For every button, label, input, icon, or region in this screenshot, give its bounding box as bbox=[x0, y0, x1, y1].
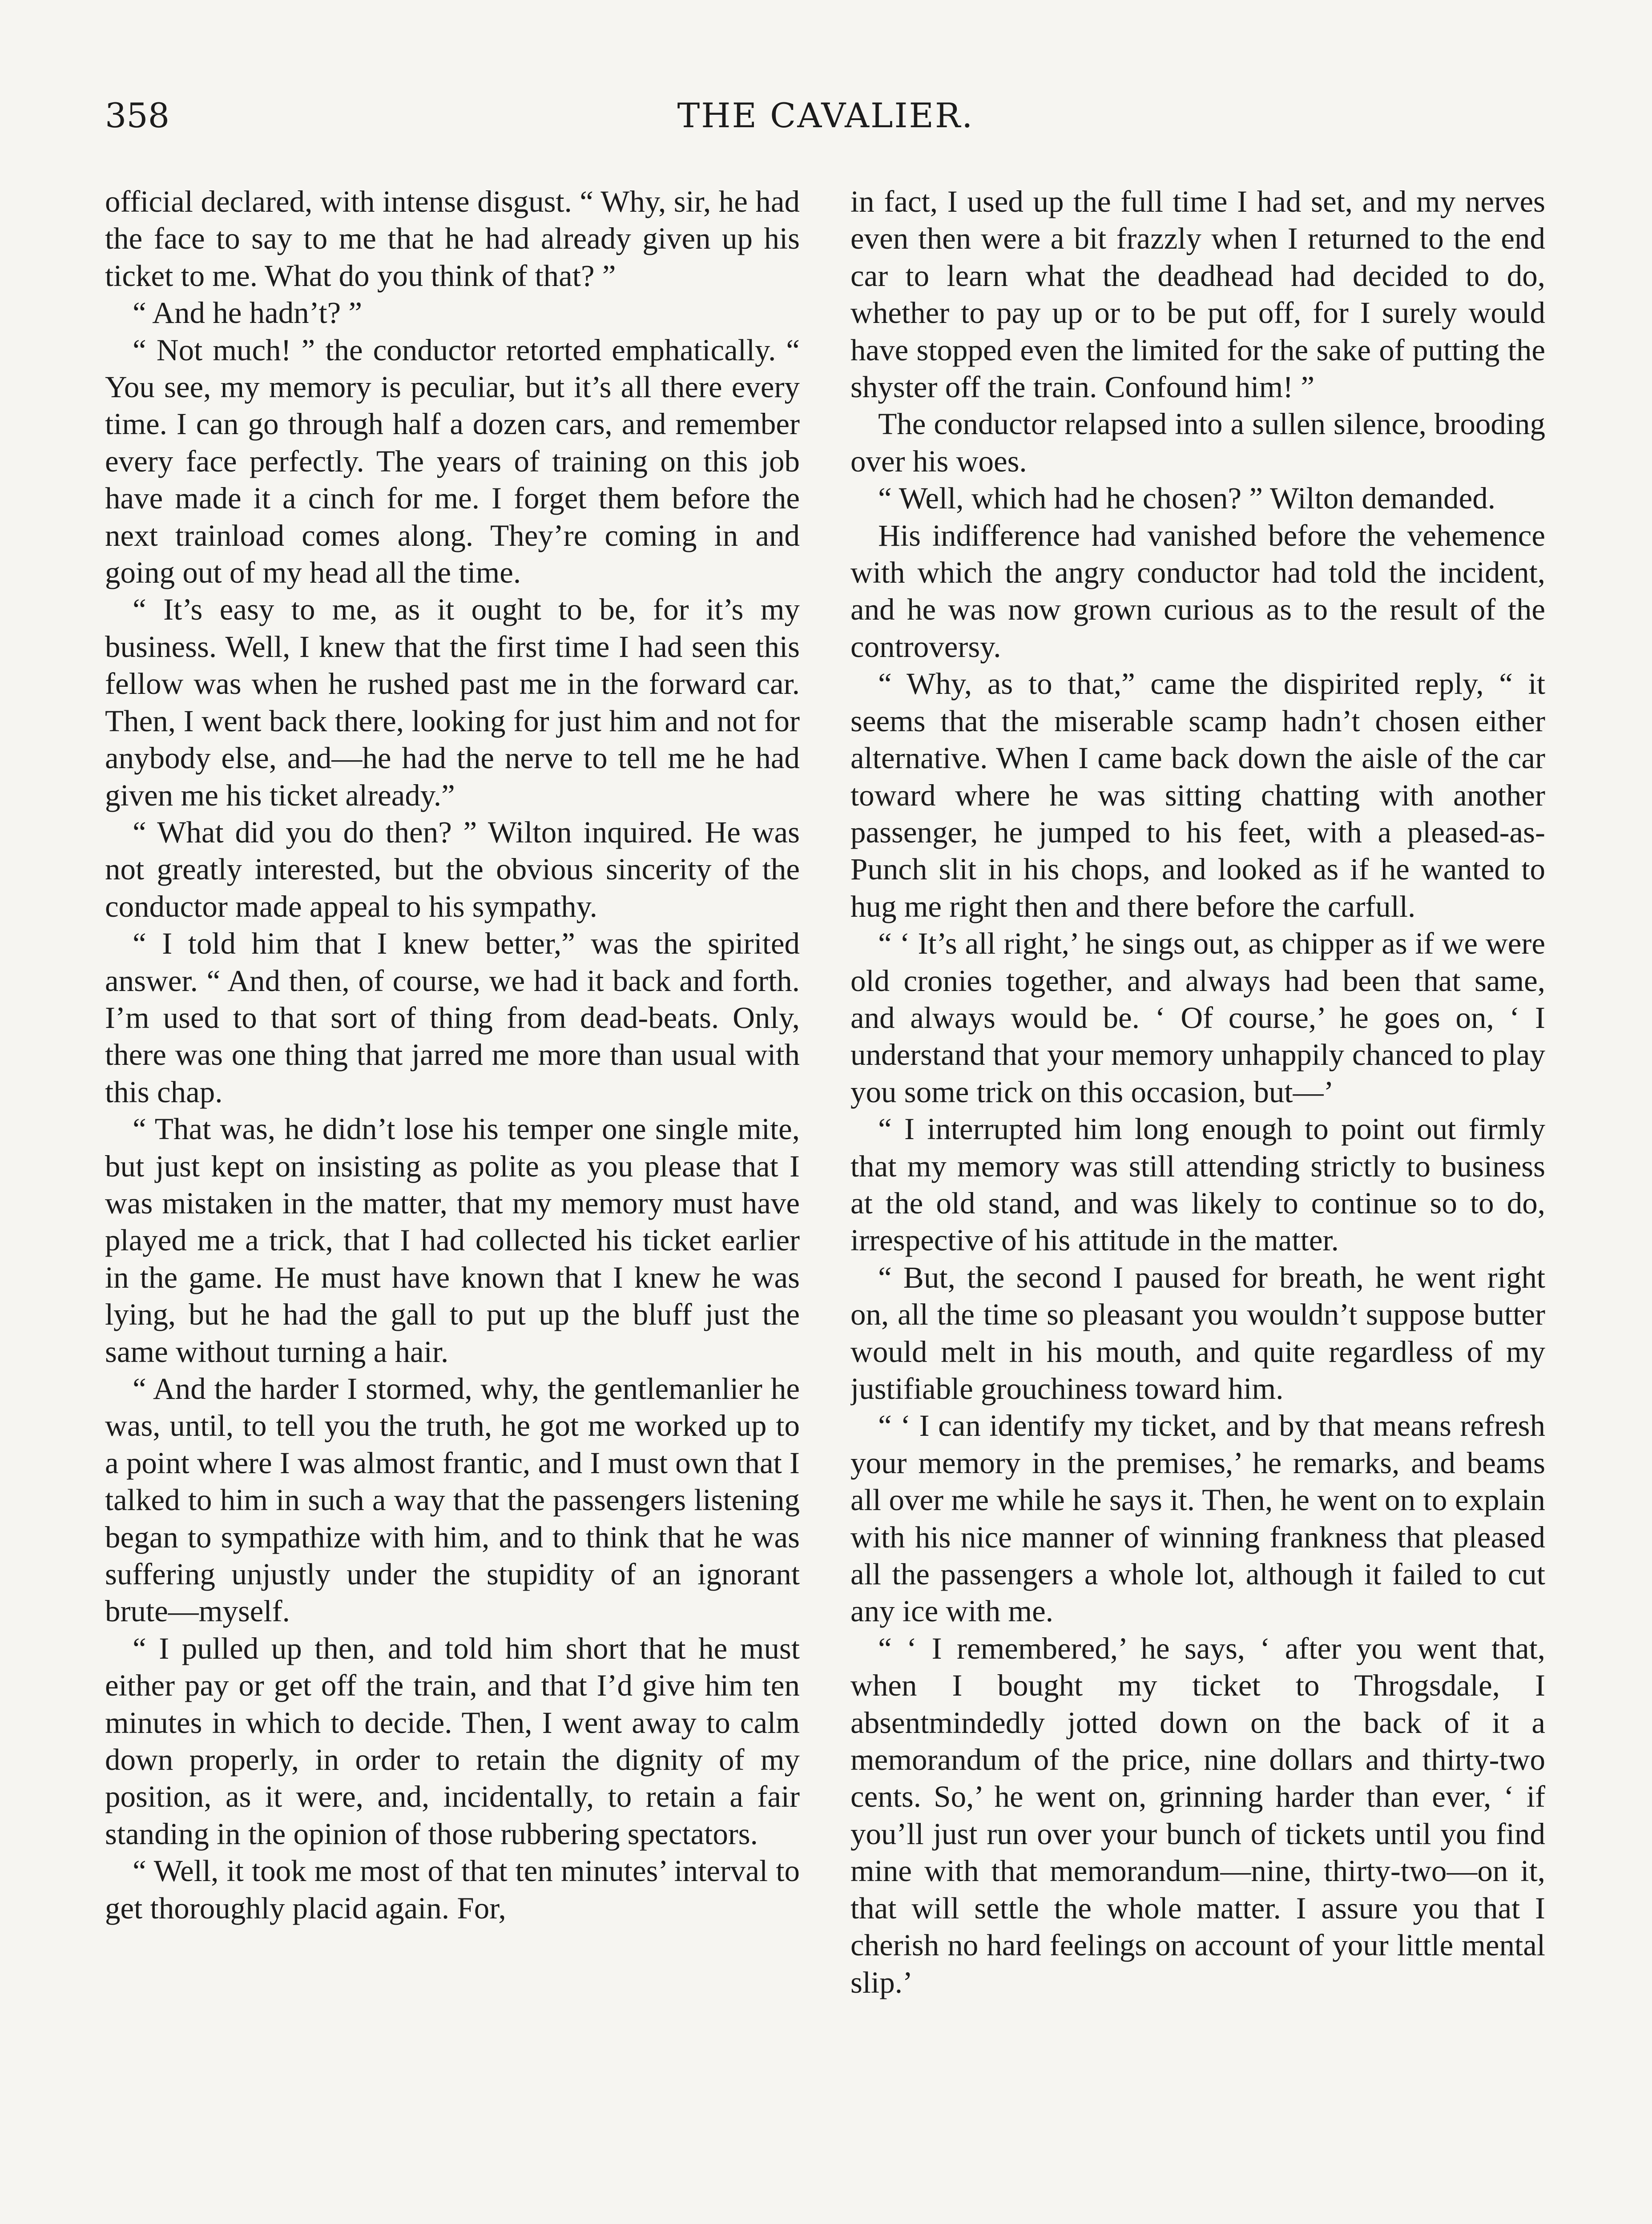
paragraph: “ I told him that I knew better,” was the spirited answer. “ And then, of course, we had it back and forth. I’m used to that sort of thing from dead-beats. Only, there was one thing that jarred me more than usual with this chap. bbox=[105, 927, 800, 1109]
paragraph: “ I pulled up then, and told him short that he must either pay or get off the train, and that I’d give him ten minutes in which to decide. Then, I went away to calm down properly, in order to retain the dignity of my position, as it were, and, incidentally, to retain a fair standing in the opinion of those rubbering spectators. bbox=[105, 1631, 800, 1851]
paragraph: “ But, the second I paused for breath, he went right on, all the time so pleasant you wouldn’t suppose butter would melt in his mouth, and quite regardless of my justifiable grouchiness toward him. bbox=[850, 1260, 1545, 1406]
paragraph: “ Why, as to that,” came the dispirited reply, “ it seems that the miserable scamp hadn’t chosen either alternative. When I came back down the aisle of the car toward where he was sitting chatting with another passenger, he jumped to his feet, with a pleased-as-Punch slit in his chops, and looked as if he wanted to hug me right then and there before the carfull. bbox=[850, 667, 1545, 923]
paragraph: in fact, I used up the full time I had set, and my nerves even then were a bit frazzly when I returned to the end car to learn what the deadhead had decided to do, whether to pay up or to be put off, for I surely would have stopped even the limited for the sake of putting the shyster off the train. Confound him! ” bbox=[850, 185, 1545, 404]
paragraph: “ Not much! ” the conductor retorted emphatically. “ You see, my memory is peculiar, but it’s all there every time. I can go through half a dozen cars, and remember every face perfectly. The years of training on this job have made it a cinch for me. I forget them before the next trainload comes along. They’re coming in and going out of my head all the time. bbox=[105, 333, 800, 590]
paragraph: “ Well, which had he chosen? ” Wilton demanded. bbox=[878, 481, 1495, 516]
paragraph: “ I interrupted him long enough to point out firmly that my memory was still attending strictly to business at the old stand, and was likely to continue so to do, irrespective of his attitude in the matter. bbox=[850, 1112, 1545, 1257]
paragraph: “ It’s easy to me, as it ought to be, for it’s my business. Well, I knew that the first time I had seen this fellow was when he rushed past me in the forward car. Then, I went back there, looking for just him and not for anybody else, and—he had the nerve to tell me he had given me his ticket already.” bbox=[105, 592, 800, 812]
paragraph: “ And he hadn’t? ” bbox=[133, 296, 363, 330]
paragraph: “ ‘ I can identify my ticket, and by that means refresh your memory in the premises,’ he remarks, and beams all over me while he says it. Then, he went on to explain with his nice manner of winning frankness that pleased all the passengers a whole lot, although it failed to cut any ice with me. bbox=[850, 1409, 1545, 1628]
paragraph: “ Well, it took me most of that ten minutes’ interval to get thoroughly placid again. For, bbox=[105, 1854, 800, 1925]
paragraph: “ ‘ I remembered,’ he says, ‘ after you went that, when I bought my ticket to Throgsdale, I absentmindedly jotted down on the back of it a memorandum of the price, nine dollars and thirty-two cents. So,’ he went on, grinning harder than ever, ‘ if you’ll just run over your bunch of tickets until you find mine with that memorandum—nine, thirty-two—on it, that will settle the whole matter. I assure you that I cherish no hard feelings on account of your little mental slip.’ bbox=[850, 1631, 1545, 1999]
paragraph: His indifference had vanished before the vehemence with which the angry conductor had told the incident, and he was now grown curious as to the result of the controversy. bbox=[850, 518, 1545, 664]
paragraph: The conductor relapsed into a sullen silence, brooding over his woes. bbox=[850, 407, 1545, 478]
paragraph: “ What did you do then? ” Wilton inquired. He was not greatly interested, but the obvious sincerity of the conductor made appeal to his sympathy. bbox=[105, 815, 800, 923]
paragraph: “ And the harder I stormed, why, the gentlemanlier he was, until, to tell you the truth, he got me worked up to a point where I was almost frantic, and I must own that I talked to him in such a way that the passengers listening began to sympathize with him, and to think that he was suffering unjustly under the stupidity of an ignorant brute—myself. bbox=[105, 1372, 800, 1628]
page-number: 358 bbox=[105, 96, 170, 135]
paragraph: “ ‘ It’s all right,’ he sings out, as chipper as if we were old cronies together, and always had been that same, and always would be. ‘ Of course,’ he goes on, ‘ I understand that your memory unhappily chanced to play you some trick on this occasion, but—’ bbox=[850, 927, 1545, 1109]
page-header bbox=[105, 91, 1546, 140]
paragraph: “ That was, he didn’t lose his temper one single mite, but just kept on insisting as polite as you please that I was mistaken in the matter, that my memory must have played me a trick, that I had collected his ticket earlier in the game. He must have known that I knew he was lying, but he had the gall to put up the bluff just the same without turning a hair. bbox=[105, 1112, 800, 1369]
text-column-right bbox=[850, 183, 1545, 2224]
paragraph: official declared, with intense disgust. “ Why, sir, he had the face to say to me that he had already given up his ticket to me. What do you think of that? ” bbox=[105, 185, 800, 293]
running-title: THE CAVALIER. bbox=[677, 96, 974, 135]
text-column-left bbox=[105, 183, 800, 2224]
